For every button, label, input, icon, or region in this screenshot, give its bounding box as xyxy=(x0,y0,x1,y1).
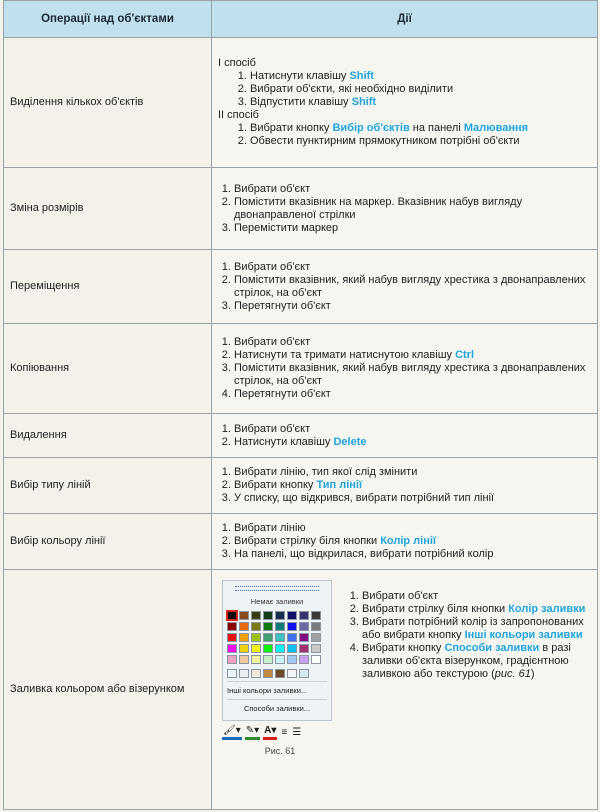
list-item: 1. Вибрати лінію xyxy=(234,522,591,535)
operation-cell: Вибір типу ліній xyxy=(4,458,212,514)
color-swatch[interactable] xyxy=(287,644,297,653)
color-swatch[interactable] xyxy=(299,622,309,631)
recent-color-swatch[interactable] xyxy=(227,669,237,678)
list-item: 2. Натиснути клавішу Delete xyxy=(234,436,591,449)
list-item: 1. Вибрати об'єкт xyxy=(234,183,591,196)
table-row xyxy=(4,168,598,250)
list-item: 2. Вибрати стрілку біля кнопки Колір заливки xyxy=(362,603,593,616)
method-1-label: І спосіб xyxy=(218,57,256,69)
table-header xyxy=(4,1,598,38)
color-swatch[interactable] xyxy=(227,622,237,631)
list-item: 3. Вибрати потрібний колір із запропонованих або вибрати кнопку Інші кольори заливки xyxy=(362,616,593,642)
list-item: 1. Вибрати кнопку Вибір об'єктів на панелі Малювання xyxy=(250,122,591,135)
line-style-icon[interactable]: ≡ xyxy=(281,726,288,738)
color-swatch[interactable] xyxy=(275,644,285,653)
line-color-button-ref: Колір лінії xyxy=(380,535,437,547)
fill-bucket-icon[interactable]: 🖌▾ xyxy=(222,724,242,740)
fill-color-palette xyxy=(222,580,332,721)
fill-effects-ref: Способи заливки xyxy=(444,642,540,654)
actions-cell xyxy=(212,38,598,168)
list-item: 2. Вибрати об'єкти, які необхідно виділити xyxy=(250,83,591,96)
color-swatch[interactable] xyxy=(311,633,321,642)
actions-cell xyxy=(212,324,598,414)
recent-color-swatch[interactable] xyxy=(263,669,273,678)
list-item: 1. Вибрати об'єкт xyxy=(234,261,591,274)
color-swatch[interactable] xyxy=(239,611,249,620)
color-swatch[interactable] xyxy=(251,633,261,642)
line-type-button-ref: Тип лінії xyxy=(316,479,363,491)
list-item: 1. Вибрати лінію, тип якої слід змінити xyxy=(234,466,591,479)
list-item: 3. Перемістити маркер xyxy=(234,222,591,235)
list-item: 1. Вибрати об'єкт xyxy=(234,336,591,349)
color-swatch[interactable] xyxy=(227,644,237,653)
table-row xyxy=(4,514,598,570)
list-item: 1. Натиснути клавішу Shift xyxy=(250,70,591,83)
actions-cell xyxy=(212,168,598,250)
color-swatch[interactable] xyxy=(275,655,285,664)
list-item: 2. Помістити вказівник, який набув вигляду хрестика з двонаправлених стрілок, на об'єкт xyxy=(234,274,591,300)
color-swatch[interactable] xyxy=(239,644,249,653)
color-swatch[interactable] xyxy=(311,622,321,631)
key-delete: Delete xyxy=(333,435,367,448)
operation-cell: Заливка кольором або візерунком xyxy=(4,570,212,810)
list-item: 2. Помістити вказівник на маркер. Вказівник набув вигляду двонаправленої стрілки xyxy=(234,196,591,222)
recent-color-swatch[interactable] xyxy=(251,669,261,678)
recent-color-swatch[interactable] xyxy=(287,669,297,678)
table-row xyxy=(4,250,598,324)
color-swatch[interactable] xyxy=(299,611,309,620)
color-swatch[interactable] xyxy=(311,611,321,620)
color-swatch[interactable] xyxy=(263,622,273,631)
header-operations: Операції над об'єктами xyxy=(4,1,212,38)
color-swatch[interactable] xyxy=(287,611,297,620)
palette-grip-handle[interactable] xyxy=(235,586,319,591)
figure-ref: рис. 61 xyxy=(494,668,531,680)
fill-effects-option[interactable]: Способи заливки... xyxy=(227,699,327,717)
color-swatch[interactable] xyxy=(239,655,249,664)
color-swatch[interactable] xyxy=(275,633,285,642)
operation-cell: Копіювання xyxy=(4,324,212,414)
color-swatch[interactable] xyxy=(311,655,321,664)
drawing-toolbar xyxy=(222,725,338,739)
color-swatch[interactable] xyxy=(263,644,273,653)
color-swatch[interactable] xyxy=(275,622,285,631)
list-item: 2. Вибрати стрілку біля кнопки Колір лінії xyxy=(234,535,591,548)
key-shift: Shift xyxy=(351,96,377,108)
fill-color-button-ref: Колір заливки xyxy=(508,603,586,615)
list-item: 1. Вибрати об'єкт xyxy=(362,590,593,603)
operation-cell: Переміщення xyxy=(4,250,212,324)
table-row xyxy=(4,570,598,810)
color-swatch[interactable] xyxy=(287,622,297,631)
list-item: 1. Вибрати об'єкт xyxy=(234,423,591,436)
list-item: 2. Вибрати кнопку Тип лінії xyxy=(234,479,591,492)
no-fill-option[interactable]: Немає заливки xyxy=(250,597,304,606)
recent-color-swatch[interactable] xyxy=(299,669,309,678)
color-swatch[interactable] xyxy=(263,633,273,642)
color-swatch[interactable] xyxy=(299,633,309,642)
color-swatch[interactable] xyxy=(263,655,273,664)
table-row xyxy=(4,414,598,458)
font-color-icon[interactable]: A▾ xyxy=(263,724,277,740)
recent-color-swatch[interactable] xyxy=(239,669,249,678)
list-item: 2. Натиснути та тримати натиснутою клавішу Ctrl xyxy=(234,349,591,362)
operation-cell: Видалення xyxy=(4,414,212,458)
key-ctrl: Ctrl xyxy=(455,349,475,361)
actions-cell xyxy=(212,414,598,458)
color-swatch[interactable] xyxy=(275,611,285,620)
list-item: 3. Перетягнути об'єкт xyxy=(234,300,591,313)
drawing-panel-ref: Малювання xyxy=(463,122,529,134)
recent-colors-row xyxy=(227,669,327,678)
method-2-label: ІІ спосіб xyxy=(218,109,259,121)
header-actions: Дії xyxy=(212,1,598,38)
actions-cell xyxy=(212,250,598,324)
actions-cell xyxy=(212,458,598,514)
actions-cell xyxy=(212,514,598,570)
operation-cell: Вибір кольору лінії xyxy=(4,514,212,570)
color-swatch[interactable] xyxy=(299,655,309,664)
key-shift: Shift xyxy=(349,70,374,82)
line-color-icon[interactable]: ✎▾ xyxy=(245,724,260,740)
color-swatch[interactable] xyxy=(299,644,309,653)
more-fill-colors-option[interactable]: Інші кольори заливки... xyxy=(227,681,327,699)
list-item: 2. Обвести пунктирним прямокутником потрібні об'єкти xyxy=(250,135,591,148)
table-row xyxy=(4,324,598,414)
recent-color-swatch[interactable] xyxy=(275,669,285,678)
actions-cell xyxy=(212,570,598,810)
list-item: 4. Перетягнути об'єкт xyxy=(234,388,591,401)
color-swatch[interactable] xyxy=(239,622,249,631)
color-swatch[interactable] xyxy=(227,633,237,642)
table-row xyxy=(4,458,598,514)
color-swatch[interactable] xyxy=(227,655,237,664)
table-row xyxy=(4,38,598,168)
color-swatch[interactable] xyxy=(263,611,273,620)
color-swatch[interactable] xyxy=(311,644,321,653)
figure-61 xyxy=(222,580,338,758)
color-swatch[interactable] xyxy=(239,633,249,642)
color-swatch[interactable] xyxy=(251,611,261,620)
color-swatch[interactable] xyxy=(251,644,261,653)
color-swatch[interactable] xyxy=(251,655,261,664)
select-objects-button-ref: Вибір об'єктів xyxy=(332,122,410,134)
operation-cell: Виділення кількох об'єктів xyxy=(4,38,212,168)
more-fill-colors-ref: Інші кольори заливки xyxy=(464,629,583,641)
color-swatch[interactable] xyxy=(287,655,297,664)
list-item: 4. Вибрати кнопку Способи заливки в разі заливки об'єкта візерунком, градієнтною заливкою або текстурою (рис. 61) xyxy=(362,642,593,681)
list-item: 3. У списку, що відкрився, вибрати потрібний тип лінії xyxy=(234,492,591,505)
color-swatch[interactable] xyxy=(287,633,297,642)
list-item: 3. Відпустити клавішу Shift xyxy=(250,96,591,109)
color-swatch[interactable] xyxy=(227,611,237,620)
operation-cell: Зміна розмірів xyxy=(4,168,212,250)
dash-style-icon[interactable]: ☰ xyxy=(292,726,302,738)
color-swatch[interactable] xyxy=(251,622,261,631)
figure-caption: Рис. 61 xyxy=(264,746,296,756)
operations-table xyxy=(3,0,598,810)
list-item: 3. На панелі, що відкрилася, вибрати потрібний колір xyxy=(234,548,591,561)
list-item: 3. Помістити вказівник, який набув вигляду хрестика з двонаправлених стрілок, на об'єкт xyxy=(234,362,591,388)
color-swatch-grid xyxy=(227,611,327,664)
